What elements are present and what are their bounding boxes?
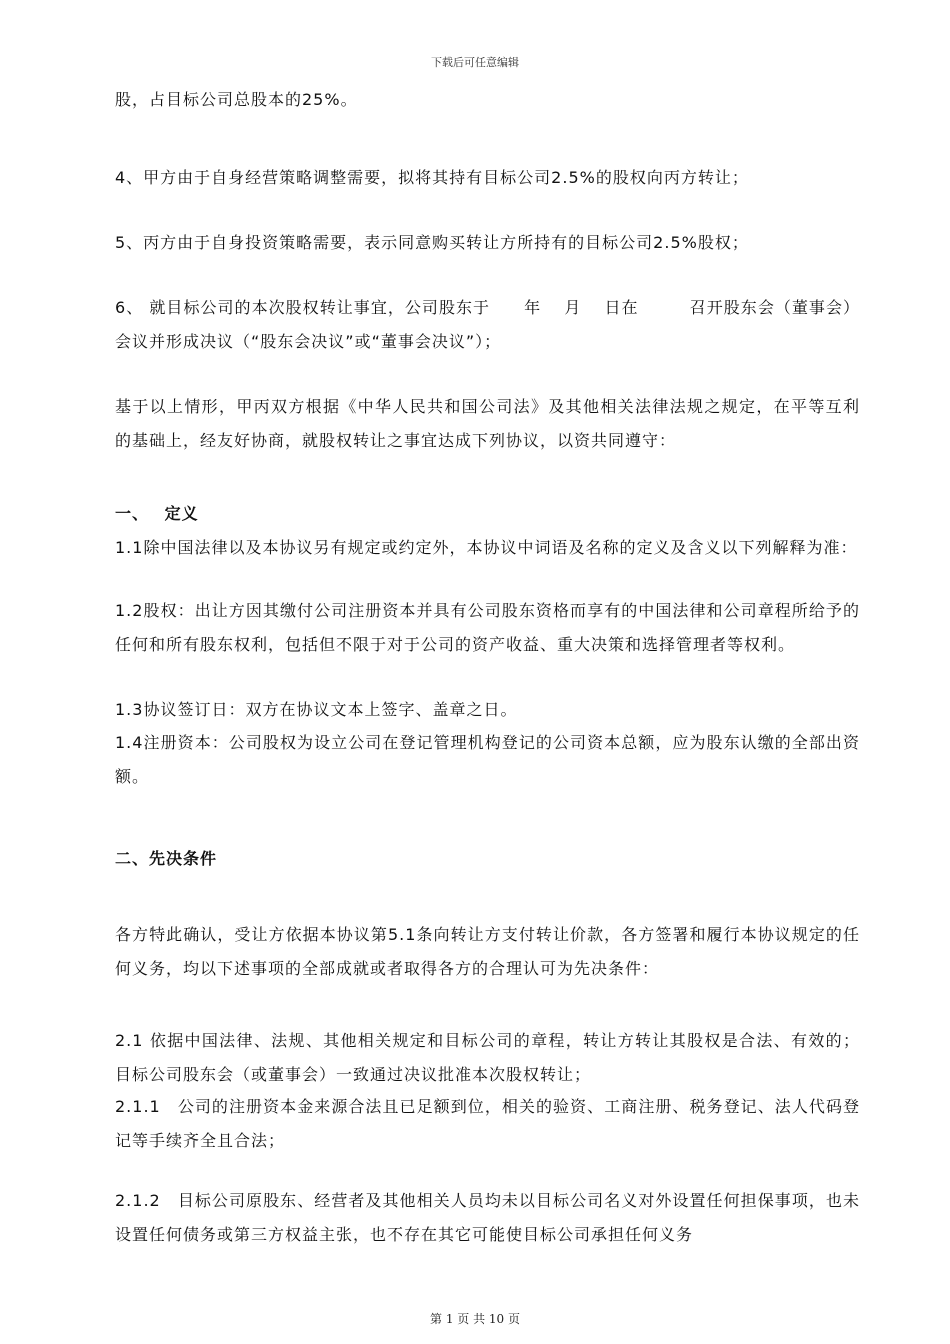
paragraph-share-ratio: 股，占目标公司总股本的25%。 bbox=[115, 90, 358, 109]
clause-2-1-2: 2.1.2 目标公司原股东、经营者及其他相关人员均未以目标公司名义对外设置任何担保事项，也未设置任何债务或第三方权益主张，也不存在其它可能使目标公司承担任何义务 bbox=[115, 1191, 860, 1244]
page-footer: 第 1 页 共 10 页 bbox=[430, 1312, 520, 1326]
clause-2-1-1: 2.1.1 公司的注册资本金来源合法且已足额到位，相关的验资、工商注册、税务登记、法人代码登记等手续齐全且合法； bbox=[115, 1097, 860, 1150]
clause-1-4: 1.4注册资本：公司股权为设立公司在登记管理机构登记的公司资本总额，应为股东认缴的全部出资额。 bbox=[115, 733, 860, 786]
paragraph-preconditions-intro: 各方特此确认，受让方依据本协议第5.1条向转让方支付转让价款，各方签署和履行本协议规定的任何义务，均以下述事项的全部成就或者取得各方的合理认可为先决条件： bbox=[115, 925, 860, 978]
paragraph-item-6: 6、 就目标公司的本次股权转让事宜，公司股东于 年 月 日在 召开股东会（董事会）会议并形成决议（“股东会决议”或“董事会决议”）； bbox=[115, 298, 860, 351]
section-heading-definitions: 一、 定义 bbox=[115, 504, 199, 523]
section-heading-preconditions: 二、先决条件 bbox=[115, 849, 218, 868]
paragraph-item-4: 4、甲方由于自身经营策略调整需要，拟将其持有目标公司2.5%的股权向丙方转让； bbox=[115, 168, 749, 187]
clause-1-1: 1.1除中国法律以及本协议另有规定或约定外，本协议中词语及名称的定义及含义以下列解释为准： bbox=[115, 538, 858, 557]
paragraph-item-5: 5、丙方由于自身投资策略需要，表示同意购买转让方所持有的目标公司2.5%股权； bbox=[115, 233, 749, 252]
paragraph-preamble: 基于以上情形，甲丙双方根据《中华人民共和国公司法》及其他相关法律法规之规定，在平等互利的基础上，经友好协商，就股权转让之事宜达成下列协议，以资共同遵守： bbox=[115, 397, 860, 450]
page-header: 下载后可任意编辑 bbox=[431, 56, 519, 69]
clause-1-3: 1.3协议签订日：双方在协议文本上签字、盖章之日。 bbox=[115, 700, 518, 719]
clause-1-2: 1.2股权：出让方因其缴付公司注册资本并具有公司股东资格而享有的中国法律和公司章程所给予的任何和所有股东权利，包括但不限于对于公司的资产收益、重大决策和选择管理者等权利。 bbox=[115, 601, 860, 654]
clause-2-1: 2.1 依据中国法律、法规、其他相关规定和目标公司的章程，转让方转让其股权是合法、有效的；目标公司股东会（或董事会）一致通过决议批准本次股权转让； bbox=[115, 1031, 860, 1084]
